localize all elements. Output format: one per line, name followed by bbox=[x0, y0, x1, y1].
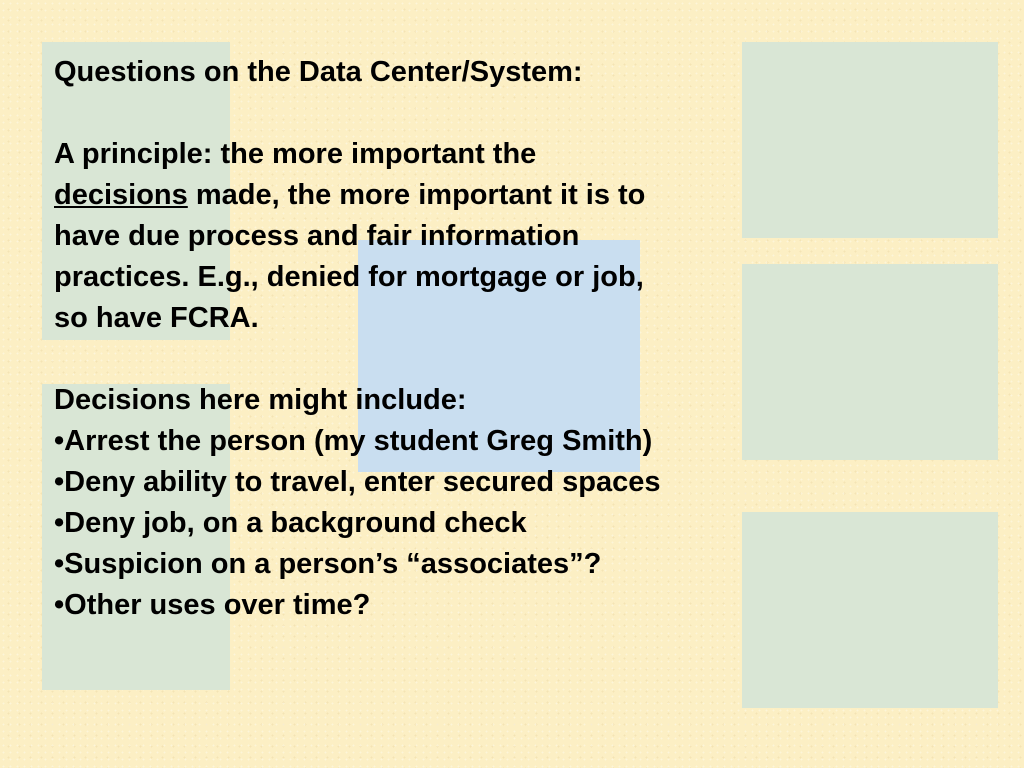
emphasis-decisions: decisions bbox=[54, 179, 188, 211]
decisions-heading: Decisions here might include: bbox=[54, 384, 467, 416]
principle-line-2 bbox=[54, 175, 814, 216]
decisions-list bbox=[54, 421, 814, 626]
list-item: •Other uses over time? bbox=[54, 589, 371, 621]
principle-line-2-rest: made, the more important it is to bbox=[187, 179, 646, 211]
spacer bbox=[54, 93, 814, 134]
list-item: •Deny job, on a background check bbox=[54, 507, 527, 539]
principle-line-3: have due process and fair information bbox=[54, 220, 580, 252]
slide-title: Questions on the Data Center/System: bbox=[54, 56, 583, 88]
list-item: •Deny ability to travel, enter secured spaces bbox=[54, 466, 661, 498]
spacer bbox=[54, 339, 814, 380]
list-item: •Arrest the person (my student Greg Smith) bbox=[54, 425, 653, 457]
list-item: •Suspicion on a person’s “associates”? bbox=[54, 548, 602, 580]
principle-line-5: so have FCRA. bbox=[54, 302, 259, 334]
principle-line-4: practices. E.g., denied for mortgage or job, bbox=[54, 261, 644, 293]
slide-body bbox=[54, 52, 814, 626]
principle-line-1: A principle: the more important the bbox=[54, 138, 537, 170]
